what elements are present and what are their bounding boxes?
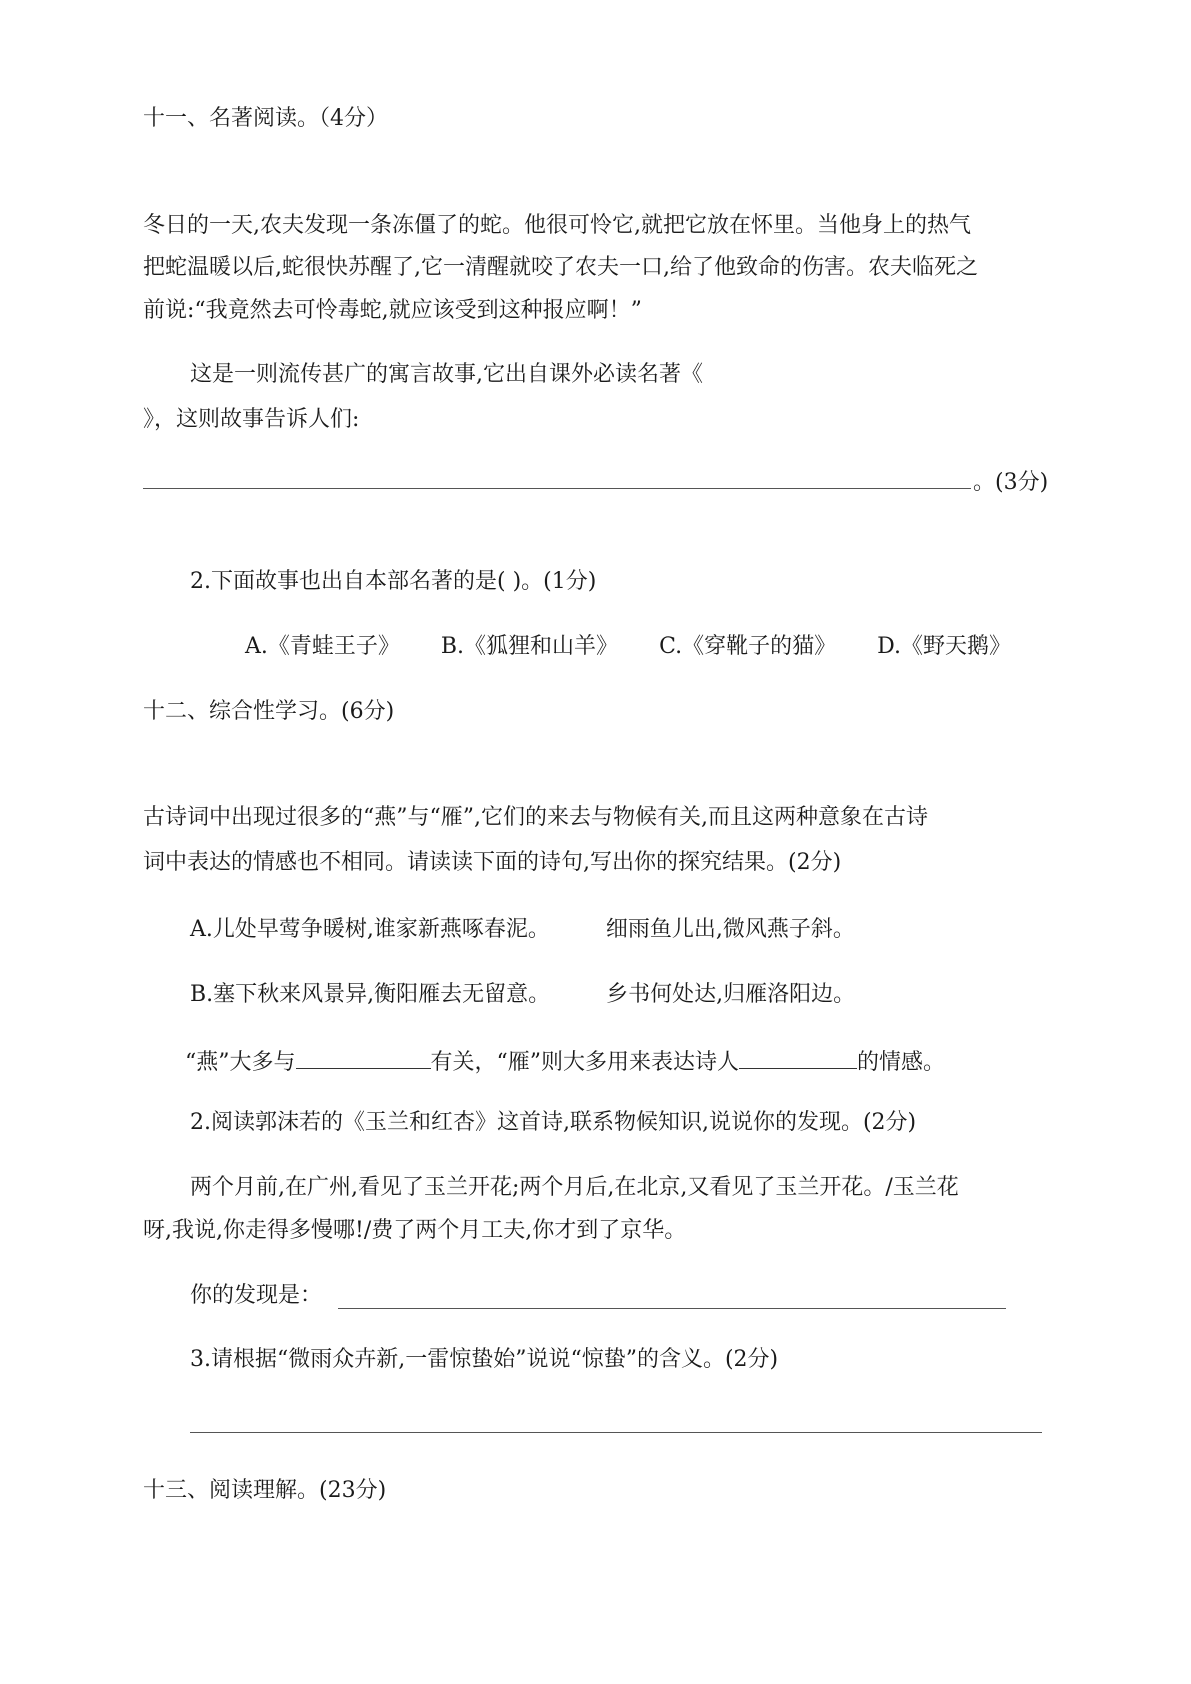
intro-line-1: 古诗词中出现过很多的“燕”与“雁”,它们的来去与物候有关,而且这两种意象在古诗 [143,805,928,830]
fill-in-sentence [185,1044,945,1078]
answer-line[interactable] [143,488,971,489]
poem-text-line-1: 两个月前,在广州,看见了玉兰开花;两个月后,在北京,又看见了玉兰开花。/玉兰花 [190,1175,959,1200]
choice-d[interactable]: D.《野天鹅》 [877,634,1011,659]
question-1-line-2: 》，这则故事告诉人们: [143,407,360,432]
intro-line-2: 词中表达的情感也不相同。请读读下面的诗句,写出你的探究结果。(2分) [143,850,842,875]
question-1-line-1: 这是一则流传甚广的寓言故事,它出自课外必读名著《 [190,362,703,387]
choice-c[interactable]: C.《穿靴子的猫》 [659,634,837,659]
question-3: 3.请根据“微雨众卉新,一雷惊蛰始”说说“惊蛰”的含义。(2分) [190,1347,779,1372]
fill-part-1: “燕”大多与 [185,1050,296,1075]
poem-text-line-2: 呀,我说,你走得多慢哪!/费了两个月工夫,你才到了京华。 [143,1218,687,1243]
question-3-answer-line[interactable] [190,1432,1042,1433]
story-line-2: 把蛇温暖以后,蛇很快苏醒了,它一清醒就咬了农夫一口,给了他致命的伤害。农夫临死之 [143,255,978,280]
question-2-section-12: 2.阅读郭沫若的《玉兰和红杏》这首诗,联系物候知识,说说你的发现。(2分) [190,1110,917,1135]
poem-a: A.儿处早莺争暖树,谁家新燕啄春泥。 细雨鱼儿出,微风燕子斜。 [190,917,855,942]
section-12-heading: 十二、综合性学习。(6分) [143,699,395,724]
choice-row [245,632,1045,662]
blank-goose[interactable] [739,1044,857,1069]
fill-part-3: 的情感。 [857,1050,946,1075]
section-11-heading: 十一、名著阅读。（4分） [143,106,388,131]
blank-swallow[interactable] [296,1044,431,1069]
discovery-label: 你的发现是： [190,1283,323,1308]
story-line-3: 前说:“我竟然去可怜毒蛇,就应该受到这种报应啊！” [143,298,642,323]
question-1-points: 。(3分) [973,470,1049,495]
section-13-heading: 十三、阅读理解。(23分) [143,1478,387,1503]
question-2: 2.下面故事也出自本部名著的是( )。(1分) [190,569,597,594]
poem-b: B.塞下秋来风景异,衡阳雁去无留意。 乡书何处达,归雁洛阳边。 [190,982,856,1007]
discovery-answer-line[interactable] [338,1308,1006,1309]
fill-part-2: 有关，“雁”则大多用来表达诗人 [430,1050,739,1075]
choice-b[interactable]: B.《狐狸和山羊》 [440,634,619,659]
story-line-1: 冬日的一天,农夫发现一条冻僵了的蛇。他很可怜它,就把它放在怀里。当他身上的热气 [143,213,971,238]
choice-a[interactable]: A.《青蛙王子》 [245,634,400,659]
